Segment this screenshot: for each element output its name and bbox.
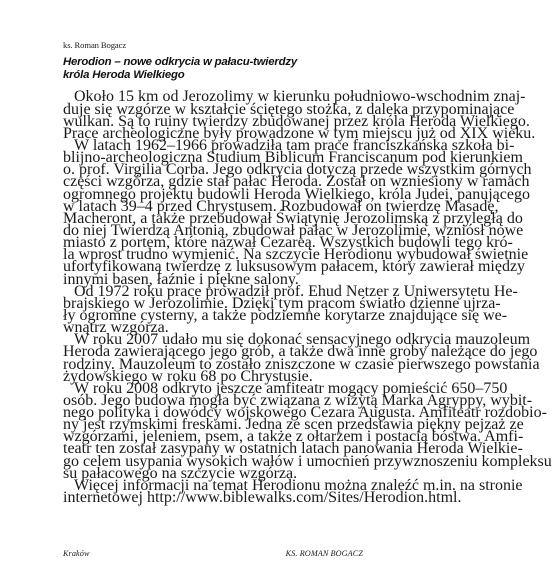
title-line: Herodion – nowe odkrycia w pałacu-twierdzy xyxy=(63,56,298,68)
text-line: W roku 2007 udało mu się dokonać sensacyjnego odkrycia mauzoleum xyxy=(74,331,531,349)
paragraph xyxy=(63,282,518,337)
text-line: blijno-archeologiczna Studium Biblicum Franciscanum pod kierunkiem xyxy=(63,149,523,167)
text-line: rodziny. Mauzoleum to zostało zniszczone w czasie pierwszego powstania xyxy=(63,355,540,373)
text-line: ogromnego projektu budowli Heroda Wielkiego, króla Judei, panującego xyxy=(63,185,530,203)
text-line: o. prof. Virgilia Corba. Jego odkrycia dotyczą przede wszystkim górnych xyxy=(63,161,532,179)
text-line: la wprost trudno wymienić. Na szczycie Herodionu wybudował świetnie xyxy=(63,246,529,264)
text-line: su pałacowego na szczycie wzgórza. xyxy=(63,464,298,482)
paragraph xyxy=(63,476,523,507)
article-body xyxy=(63,88,552,507)
text-line: osób. Jego budowa mogła być związana z wizytą Marka Agryppy, wybit- xyxy=(63,391,533,409)
text-line: żydowskiego w roku 68 po Chrystusie. xyxy=(63,367,313,385)
text-line: W latach 1962–1966 prowadziła tam prace franciszkańska szkoła bi- xyxy=(74,136,515,154)
text-line: Heroda zawierającego jego grób, a także dwa inne groby należące do jego xyxy=(63,343,538,361)
text-line: Około 15 km od Jerozolimy w kierunku południowo-wschodnim znaj- xyxy=(74,88,526,106)
text-line: części wzgórza, gdzie stał pałac Heroda. Został on wzniesiony w ramach xyxy=(63,173,530,191)
paragraph xyxy=(63,379,552,482)
text-line: Macheront, a także przebudował Świątynię Jerozolimską z przyległą do xyxy=(63,209,523,227)
text-line: wnątrz wzgórza. xyxy=(63,319,169,337)
text-line: brajskiego w Jerozolimie. Dzięki tym pracom światło dzienne ujrza- xyxy=(63,294,501,312)
paragraph xyxy=(63,136,532,288)
text-line: ny jest rzymskimi freskami. Jedna ze scen przedstawia piękny pejzaż ze xyxy=(63,416,524,434)
paragraph xyxy=(63,331,540,385)
footer-place: Kraków xyxy=(63,549,90,558)
text-line: ufortyfikowaną twierdzę z luksusowym pałacem, który zawierał między xyxy=(63,258,526,276)
text-line: do niej Twierdzą Antonią, zbudował pałac w Jerozolimie, wzniósł nowe xyxy=(63,221,524,239)
text-line: w latach 39–4 przed Chrystusem. Rozbudował on twierdzę Masadę, xyxy=(63,197,499,215)
text-line: internetowej http://www.biblewalks.com/Sites/Herodion.html. xyxy=(63,489,462,507)
article-title xyxy=(63,56,363,82)
text-line: Więcej informacji na temat Herodionu można znaleźć m.in. na stronie xyxy=(74,476,523,494)
title-line: króla Heroda Wielkiego xyxy=(63,69,185,82)
text-line: innymi basen, łaźnie i piękne salony. xyxy=(63,270,299,288)
page-footer xyxy=(63,549,363,558)
footer-signature: KS. ROMAN BOGACZ xyxy=(285,549,363,558)
text-line: wzgórzami, jeleniem, psem, a także z ołtarzem i postacią bóstwa. Amfi- xyxy=(63,428,524,446)
author-line: ks. Roman Bogacz xyxy=(63,40,127,50)
text-line: miasto z portem, które nazwał Cezareą. Wszystkich budowli tego kró- xyxy=(63,234,513,252)
text-line: W roku 2008 odkryto jeszcze amfiteatr mogący pomieścić 650–750 xyxy=(74,379,508,397)
paragraph xyxy=(63,88,536,142)
text-line: teatr ten został zasypany w ostatnich latach panowania Heroda Wielkie- xyxy=(63,440,523,458)
text-line: Prace archeologiczne były prowadzone w tym miejscu już od XIX wieku. xyxy=(63,124,536,142)
text-line: duje się wzgórze w kształcie ściętego stożka, z daleka przypominające xyxy=(63,100,515,118)
text-line: ły ogromne cysterny, a także podziemne korytarze znajdujące się we- xyxy=(63,306,508,324)
text-line: go celem usypania wysokich wałów i umocnień przywznoszeniu kompleksu xyxy=(63,452,552,470)
text-line: wulkan. Są to ruiny twierdzy zbudowanej przez króla Heroda Wielkiego. xyxy=(63,112,530,130)
text-line: nego polityka i dowódcy wojskowego Cezara Augusta. Amfiteatr rozdobio- xyxy=(63,404,547,422)
article xyxy=(63,40,552,507)
text-line: Od 1972 roku prace prowadził prof. Ehud Netzer z Uniwersytetu He- xyxy=(74,282,518,300)
